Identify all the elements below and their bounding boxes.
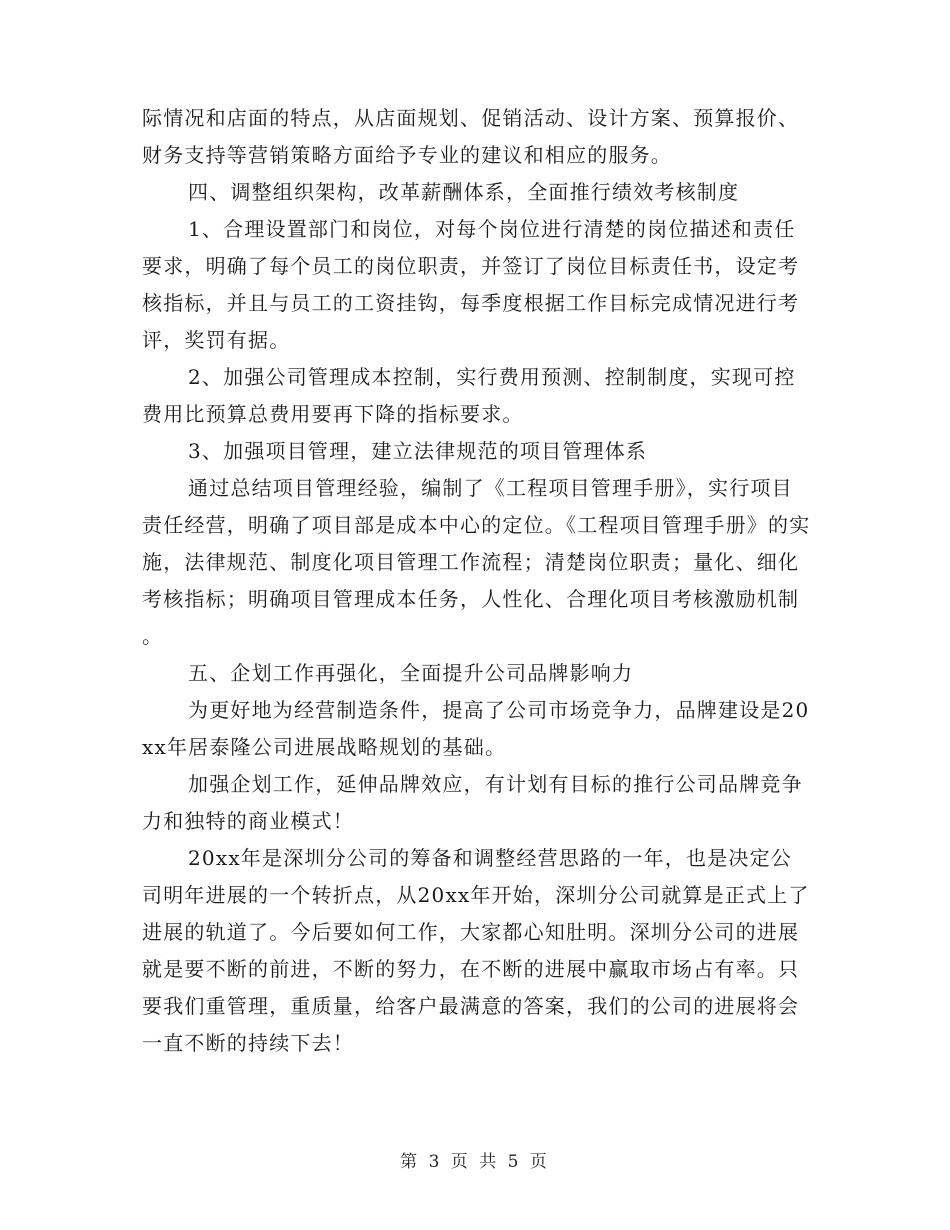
document-body [142, 100, 812, 1062]
section-heading-four: 四、调整组织架构，改革薪酬体系，全面推行绩效考核制度 [188, 180, 740, 204]
page-number-footer: 第 3 页 共 5 页 [400, 1152, 550, 1172]
paragraph-item-3: 3、加强项目管理，建立法律规范的项目管理体系 [188, 439, 648, 463]
paragraph-planning-work: 加强企划工作，延伸品牌效应，有计划有目标的推行公司品牌竞争力和独特的商业模式！ [142, 772, 803, 833]
section-heading-five: 五、企划工作再强化，全面提升公司品牌影响力 [188, 661, 634, 685]
paragraph-brand-building: 为更好地为经营制造条件，提高了公司市场竞争力，品牌建设是20xx年居泰隆公司进展战略规划的基础。 [142, 698, 810, 759]
paragraph-continuation: 际情况和店面的特点，从店面规划、促销活动、设计方案、预算报价、财务支持等营销策略方面给予专业的建议和相应的服务。 [142, 106, 800, 167]
paragraph-item-1: 1、合理设置部门和岗位，对每个岗位进行清楚的岗位描述和责任要求，明确了每个员工的岗位职责，并签订了岗位目标责任书，设定考核指标，并且与员工的工资挂钩，每季度根据工作目标完成情况进行考评，奖罚有据。 [142, 217, 800, 352]
paragraph-conclusion: 20xx年是深圳分公司的筹备和调整经营思路的一年，也是决定公司明年进展的一个转折点，从20xx年开始，深圳分公司就算是正式上了进展的轨道了。今后要如何工作，大家都心知肚明。深圳分公司的进展就是要不断的前进，不断的努力，在不断的进展中赢取市场占有率。只要我们重管理，重质量，给客户最满意的答案，我们的公司的进展将会一直不断的持续下去！ [142, 846, 810, 1055]
paragraph-project-management: 通过总结项目管理经验，编制了《工程项目管理手册》，实行项目责任经营，明确了项目部是成本中心的定位。《工程项目管理手册》的实施，法律规范、制度化项目管理工作流程；清楚岗位职责；量化、细化考核指标；明确项目管理成本任务，人性化、合理化项目考核激励机制。 [142, 476, 811, 648]
paragraph-item-2: 2、加强公司管理成本控制，实行费用预测、控制制度，实现可控费用比预算总费用要再下降的指标要求。 [142, 365, 796, 426]
